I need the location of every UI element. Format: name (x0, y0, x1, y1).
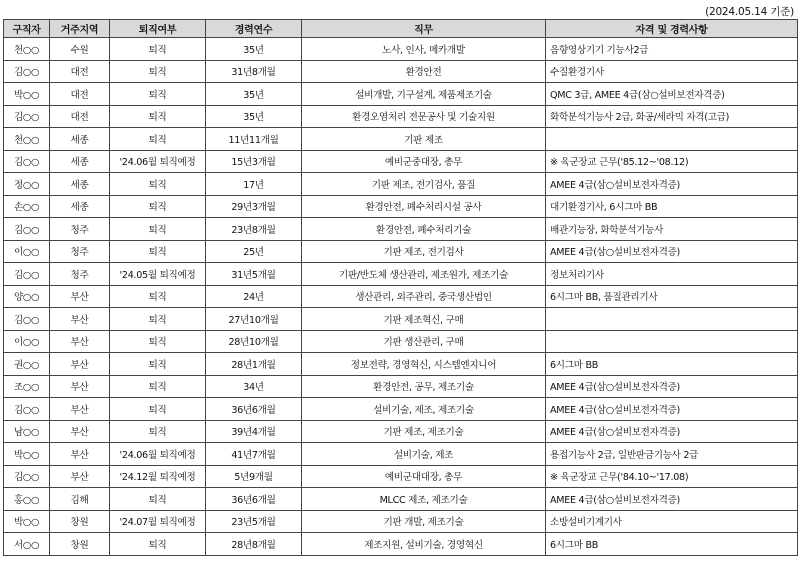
table-row (4, 38, 798, 61)
cell-qualifications: QMC 3급, AMEE 4급(삼○설비보전자격증) (546, 83, 798, 106)
cell-qualifications: 대기환경기사, 6시그마 BB (546, 195, 798, 218)
cell-seeker: 권○○ (4, 353, 50, 376)
cell-region: 세종 (50, 128, 110, 151)
table-row (4, 398, 798, 421)
cell-qualifications: AMEE 4급(삼○설비보전자격증) (546, 375, 798, 398)
cell-duty: 노사, 인사, 메카개발 (302, 38, 546, 61)
cell-seeker: 김○○ (4, 398, 50, 421)
table-row (4, 533, 798, 556)
cell-career-years: 31년8개월 (206, 60, 302, 83)
cell-duty: 제조지원, 설비기술, 경영혁신 (302, 533, 546, 556)
cell-duty: 기판/반도체 생산관리, 제조원가, 제조기술 (302, 263, 546, 286)
cell-retirement: 퇴직 (110, 240, 206, 263)
cell-region: 부산 (50, 285, 110, 308)
table-row (4, 510, 798, 533)
cell-career-years: 28년10개월 (206, 330, 302, 353)
cell-region: 창원 (50, 510, 110, 533)
cell-duty: 기판 제조, 전기검사 (302, 240, 546, 263)
cell-region: 세종 (50, 173, 110, 196)
cell-region: 대전 (50, 105, 110, 128)
cell-retirement: 퇴직 (110, 128, 206, 151)
cell-duty: 환경오염처리 전문공사 및 기술지원 (302, 105, 546, 128)
cell-qualifications (546, 308, 798, 331)
cell-retirement: '24.12월 퇴직예정 (110, 465, 206, 488)
cell-seeker: 정○○ (4, 173, 50, 196)
cell-duty: 기판 제조혁신, 구매 (302, 308, 546, 331)
cell-qualifications: AMEE 4급(삼○설비보전자격증) (546, 420, 798, 443)
cell-duty: 설비기술, 제조, 제조기술 (302, 398, 546, 421)
cell-career-years: 35년 (206, 38, 302, 61)
cell-region: 청주 (50, 240, 110, 263)
cell-seeker: 김○○ (4, 60, 50, 83)
cell-region: 부산 (50, 465, 110, 488)
cell-retirement: 퇴직 (110, 353, 206, 376)
cell-career-years: 23년5개월 (206, 510, 302, 533)
table-row (4, 150, 798, 173)
cell-qualifications: ※ 육군장교 근무('84.10~'17.08) (546, 465, 798, 488)
cell-career-years: 28년8개월 (206, 533, 302, 556)
cell-region: 세종 (50, 150, 110, 173)
table-row (4, 240, 798, 263)
cell-duty: 환경안전, 공무, 제조기술 (302, 375, 546, 398)
cell-career-years: 28년1개월 (206, 353, 302, 376)
cell-seeker: 천○○ (4, 38, 50, 61)
cell-region: 부산 (50, 308, 110, 331)
cell-duty: 기판 제조, 제조기술 (302, 420, 546, 443)
cell-duty: 설비기술, 제조 (302, 443, 546, 466)
table-header-row (4, 20, 798, 38)
cell-career-years: 24년 (206, 285, 302, 308)
cell-region: 부산 (50, 330, 110, 353)
table-row (4, 83, 798, 106)
header-retirement: 퇴직여부 (110, 20, 206, 38)
table-row (4, 443, 798, 466)
cell-seeker: 이○○ (4, 240, 50, 263)
table-row (4, 285, 798, 308)
cell-retirement: 퇴직 (110, 173, 206, 196)
cell-retirement: 퇴직 (110, 195, 206, 218)
header-region: 거주지역 (50, 20, 110, 38)
cell-region: 부산 (50, 375, 110, 398)
table-row (4, 375, 798, 398)
header-qualifications: 자격 및 경력사항 (546, 20, 798, 38)
cell-career-years: 15년3개월 (206, 150, 302, 173)
cell-duty: 기판 제조, 전기검사, 품질 (302, 173, 546, 196)
cell-seeker: 천○○ (4, 128, 50, 151)
cell-seeker: 양○○ (4, 285, 50, 308)
cell-region: 부산 (50, 398, 110, 421)
reference-date: (2024.05.14 기준) (705, 6, 794, 18)
cell-duty: 환경안전, 폐수처리시설 공사 (302, 195, 546, 218)
cell-career-years: 36년6개월 (206, 398, 302, 421)
cell-seeker: 김○○ (4, 150, 50, 173)
cell-seeker: 홍○○ (4, 488, 50, 511)
cell-career-years: 29년3개월 (206, 195, 302, 218)
cell-retirement: 퇴직 (110, 420, 206, 443)
cell-seeker: 박○○ (4, 443, 50, 466)
cell-career-years: 23년8개월 (206, 218, 302, 241)
cell-qualifications: 배관기능장, 화학분석기능사 (546, 218, 798, 241)
cell-region: 부산 (50, 420, 110, 443)
cell-career-years: 31년5개월 (206, 263, 302, 286)
table-row (4, 488, 798, 511)
table-row (4, 218, 798, 241)
table-row (4, 465, 798, 488)
cell-career-years: 35년 (206, 83, 302, 106)
cell-region: 세종 (50, 195, 110, 218)
cell-seeker: 손○○ (4, 195, 50, 218)
header-career-years: 경력연수 (206, 20, 302, 38)
cell-career-years: 41년7개월 (206, 443, 302, 466)
cell-qualifications: 수질환경기사 (546, 60, 798, 83)
cell-career-years: 11년11개월 (206, 128, 302, 151)
header-seeker: 구직자 (4, 20, 50, 38)
cell-career-years: 36년6개월 (206, 488, 302, 511)
cell-retirement: 퇴직 (110, 218, 206, 241)
cell-seeker: 서○○ (4, 533, 50, 556)
cell-region: 부산 (50, 443, 110, 466)
cell-retirement: 퇴직 (110, 398, 206, 421)
cell-seeker: 이○○ (4, 330, 50, 353)
cell-seeker: 김○○ (4, 105, 50, 128)
cell-career-years: 17년 (206, 173, 302, 196)
table-row (4, 128, 798, 151)
cell-duty: 예비군대대장, 총무 (302, 465, 546, 488)
cell-qualifications: AMEE 4급(삼○설비보전자격증) (546, 398, 798, 421)
cell-region: 김해 (50, 488, 110, 511)
cell-seeker: 김○○ (4, 308, 50, 331)
table-row (4, 353, 798, 376)
cell-retirement: 퇴직 (110, 285, 206, 308)
cell-seeker: 김○○ (4, 263, 50, 286)
table-row (4, 60, 798, 83)
table-row (4, 105, 798, 128)
job-seeker-table (3, 19, 798, 556)
cell-region: 부산 (50, 353, 110, 376)
cell-qualifications: 용접기능사 2급, 일반판금기능사 2급 (546, 443, 798, 466)
cell-qualifications (546, 128, 798, 151)
cell-region: 청주 (50, 263, 110, 286)
cell-retirement: 퇴직 (110, 488, 206, 511)
cell-seeker: 김○○ (4, 465, 50, 488)
header-duty: 직무 (302, 20, 546, 38)
cell-qualifications: AMEE 4급(삼○설비보전자격증) (546, 173, 798, 196)
cell-career-years: 5년9개월 (206, 465, 302, 488)
cell-retirement: 퇴직 (110, 533, 206, 556)
cell-career-years: 39년4개월 (206, 420, 302, 443)
cell-qualifications: 음향영상기기 기능사2급 (546, 38, 798, 61)
cell-region: 대전 (50, 60, 110, 83)
table-row (4, 420, 798, 443)
cell-duty: 생산관리, 외주관리, 중국생산법인 (302, 285, 546, 308)
cell-region: 수원 (50, 38, 110, 61)
cell-duty: 정보전략, 경영혁신, 시스템엔지니어 (302, 353, 546, 376)
table-body (4, 38, 798, 556)
cell-duty: 기판 생산관리, 구매 (302, 330, 546, 353)
cell-career-years: 34년 (206, 375, 302, 398)
cell-retirement: 퇴직 (110, 60, 206, 83)
cell-qualifications: 소방설비기계기사 (546, 510, 798, 533)
cell-qualifications: AMEE 4급(삼○설비보전자격증) (546, 240, 798, 263)
cell-qualifications: 6시그마 BB (546, 533, 798, 556)
table-row (4, 263, 798, 286)
cell-seeker: 박○○ (4, 83, 50, 106)
cell-career-years: 25년 (206, 240, 302, 263)
table-row (4, 330, 798, 353)
cell-qualifications (546, 330, 798, 353)
cell-seeker: 조○○ (4, 375, 50, 398)
cell-duty: 기판 개발, 제조기술 (302, 510, 546, 533)
cell-region: 청주 (50, 218, 110, 241)
cell-qualifications: ※ 육군장교 근무('85.12~'08.12) (546, 150, 798, 173)
cell-qualifications: 정보처리기사 (546, 263, 798, 286)
cell-retirement: '24.07월 퇴직예정 (110, 510, 206, 533)
table-row (4, 173, 798, 196)
cell-retirement: 퇴직 (110, 38, 206, 61)
cell-qualifications: AMEE 4급(삼○설비보전자격증) (546, 488, 798, 511)
cell-duty: 환경안전, 폐수처리기술 (302, 218, 546, 241)
cell-retirement: 퇴직 (110, 308, 206, 331)
cell-seeker: 김○○ (4, 218, 50, 241)
cell-duty: 예비군중대장, 총무 (302, 150, 546, 173)
cell-region: 창원 (50, 533, 110, 556)
table-row (4, 308, 798, 331)
cell-seeker: 남○○ (4, 420, 50, 443)
cell-region: 대전 (50, 83, 110, 106)
cell-career-years: 35년 (206, 105, 302, 128)
cell-retirement: '24.06월 퇴직예정 (110, 443, 206, 466)
cell-qualifications: 6시그마 BB (546, 353, 798, 376)
cell-qualifications: 6시그마 BB, 품질관리기사 (546, 285, 798, 308)
cell-duty: MLCC 제조, 제조기술 (302, 488, 546, 511)
cell-duty: 설비개발, 기구설계, 제품제조기술 (302, 83, 546, 106)
cell-retirement: 퇴직 (110, 83, 206, 106)
cell-retirement: 퇴직 (110, 375, 206, 398)
cell-duty: 환경안전 (302, 60, 546, 83)
cell-career-years: 27년10개월 (206, 308, 302, 331)
table-row (4, 195, 798, 218)
cell-duty: 기판 제조 (302, 128, 546, 151)
cell-retirement: '24.05월 퇴직예정 (110, 263, 206, 286)
cell-seeker: 박○○ (4, 510, 50, 533)
cell-retirement: 퇴직 (110, 330, 206, 353)
cell-retirement: 퇴직 (110, 105, 206, 128)
cell-qualifications: 화학분석기능사 2급, 화공/세라믹 자격(고급) (546, 105, 798, 128)
cell-retirement: '24.06월 퇴직예정 (110, 150, 206, 173)
